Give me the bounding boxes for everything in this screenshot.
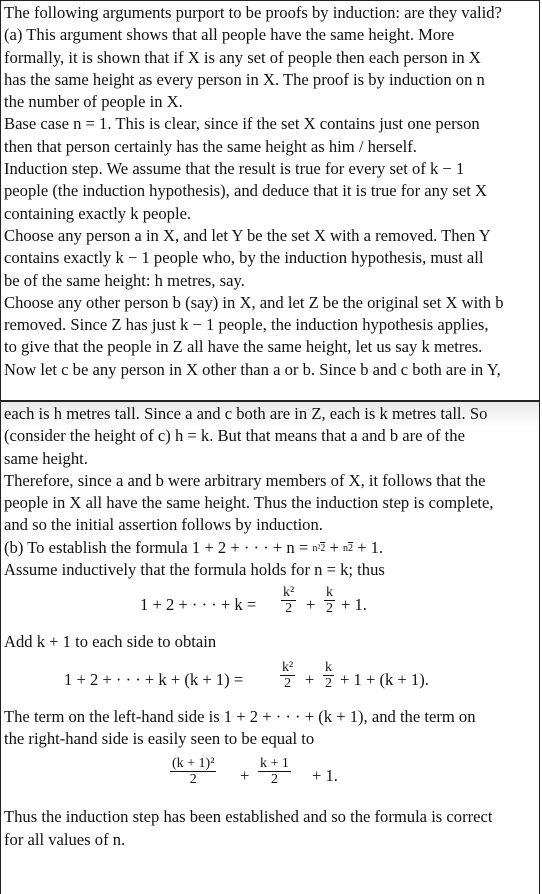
fraction-numerator: n² bbox=[312, 542, 321, 554]
bottom-paragraph-a bbox=[4, 403, 539, 581]
formula-suffix: + 1. bbox=[352, 537, 384, 557]
text-line: Choose any other person b (say) in X, and let Z be the original set X with b bbox=[4, 292, 504, 312]
text-line: Add k + 1 to each side to obtain bbox=[4, 632, 217, 652]
text-line: formally, it is shown that if X is any set of people then each person in X bbox=[4, 47, 481, 67]
fraction-denominator: 2 bbox=[320, 542, 326, 554]
fraction-n-over-2 bbox=[343, 544, 353, 554]
equation-tail: + 1. bbox=[312, 766, 338, 786]
text-line: Assume inductively that the formula holds for n = k; thus bbox=[4, 560, 385, 580]
top-paragraph bbox=[4, 2, 539, 381]
fraction-denominator: 2 bbox=[347, 542, 353, 554]
fraction-k-over-2 bbox=[323, 660, 334, 691]
fraction-numerator: k bbox=[326, 585, 333, 601]
text-line: Therefore, since a and b were arbitrary members of X, it follows that the bbox=[4, 470, 486, 490]
fraction-denominator: 2 bbox=[325, 675, 332, 691]
text-line: same height. bbox=[4, 448, 88, 468]
equation-tail: + 1 + (k + 1). bbox=[340, 669, 429, 689]
text-line: Induction step. We assume that the result is true for every set of k − 1 bbox=[4, 159, 465, 179]
fraction-denominator: 2 bbox=[170, 771, 216, 787]
equation-3 bbox=[4, 750, 539, 806]
formula-prefix: (b) To establish the formula 1 + 2 + · · · + n = bbox=[4, 537, 313, 557]
fraction-denominator: 2 bbox=[258, 771, 291, 787]
text-line: people in X all have the same height. Thus the induction step is complete, bbox=[4, 493, 494, 513]
equation-2 bbox=[4, 654, 539, 706]
text-line: the number of people in X. bbox=[4, 92, 183, 112]
text-line: to give that the people in Z all have the same height, let us say k metres. bbox=[4, 337, 483, 357]
plus-sign: + bbox=[306, 595, 316, 615]
equation-1 bbox=[4, 581, 539, 631]
text-line: has the same height as every person in X. The proof is by induction on n bbox=[4, 69, 485, 89]
text-line: Now let c be any person in X other than a or b. Since b and c both are in Y, bbox=[4, 359, 501, 379]
text-line: Thus the induction step has been established and so the formula is correct bbox=[4, 807, 493, 827]
bottom-text-panel bbox=[0, 402, 540, 894]
top-text-panel bbox=[0, 0, 540, 402]
text-line: the right-hand side is easily seen to be equal to bbox=[4, 728, 315, 748]
plus-sign: + bbox=[305, 669, 315, 689]
plus-sign: + bbox=[240, 766, 250, 786]
text-line: (consider the height of c) h = k. But that means that a and b are of the bbox=[4, 426, 465, 446]
text-line: be of the same height: h metres, say. bbox=[4, 270, 245, 290]
formula-line: (b) To establish the formula 1 + 2 + · · · + n = n²2 + n2 + 1. bbox=[4, 537, 384, 557]
text-line: people (the induction hypothesis), and deduce that it is true for any set X bbox=[4, 181, 487, 201]
fraction-k2-over-2 bbox=[281, 585, 296, 616]
fraction-numerator: n bbox=[342, 542, 348, 554]
text-line: removed. Since Z has just k − 1 people, the induction hypothesis applies, bbox=[4, 315, 489, 335]
fraction-denominator: 2 bbox=[280, 675, 295, 691]
fraction-denominator: 2 bbox=[326, 601, 333, 617]
text-line: and so the initial assertion follows by induction. bbox=[4, 515, 323, 535]
equation-lhs: 1 + 2 + · · · + k = bbox=[140, 595, 257, 615]
fraction-numerator: k + 1 bbox=[260, 756, 289, 772]
add-line bbox=[4, 631, 539, 653]
fraction-kplus1-squared-over-2 bbox=[170, 756, 216, 787]
text-line: then that person certainly has the same height as him / herself. bbox=[4, 136, 417, 156]
fraction-numerator: (k + 1)² bbox=[172, 756, 215, 772]
fraction-k-over-2 bbox=[324, 585, 335, 616]
fraction-n2-over-2 bbox=[312, 544, 325, 554]
text-line: each is h metres tall. Since a and c both are in Z, each is k metres tall. So bbox=[4, 404, 488, 423]
text-line: The term on the left-hand side is 1 + 2 + · · · + (k + 1), and the term on bbox=[4, 706, 476, 726]
text-line: for all values of n. bbox=[4, 829, 126, 849]
fraction-kplus1-over-2 bbox=[258, 756, 291, 787]
text-line: Base case n = 1. This is clear, since if the set X contains just one person bbox=[4, 114, 480, 134]
text-line: The following arguments purport to be proofs by induction: are they valid? bbox=[4, 3, 502, 22]
equation-tail: + 1. bbox=[341, 595, 367, 615]
fraction-numerator: k² bbox=[282, 659, 294, 675]
bottom-paragraph-d bbox=[4, 806, 539, 851]
bottom-paragraph-c bbox=[4, 706, 539, 751]
text-line: contains exactly k − 1 people who, by the induction hypothesis, must all bbox=[4, 248, 484, 268]
fraction-numerator: k bbox=[325, 659, 332, 675]
text-line: Choose any person a in X, and let Y be the set X with a removed. Then Y bbox=[4, 225, 491, 245]
fraction-denominator: 2 bbox=[281, 600, 296, 616]
equation-lhs: 1 + 2 + · · · + k + (k + 1) = bbox=[64, 669, 244, 689]
fraction-k2-over-2 bbox=[280, 660, 295, 691]
fraction-numerator: k² bbox=[283, 585, 295, 601]
text-line: (a) This argument shows that all people have the same height. More bbox=[4, 25, 455, 45]
text-line: containing exactly k people. bbox=[4, 203, 192, 223]
